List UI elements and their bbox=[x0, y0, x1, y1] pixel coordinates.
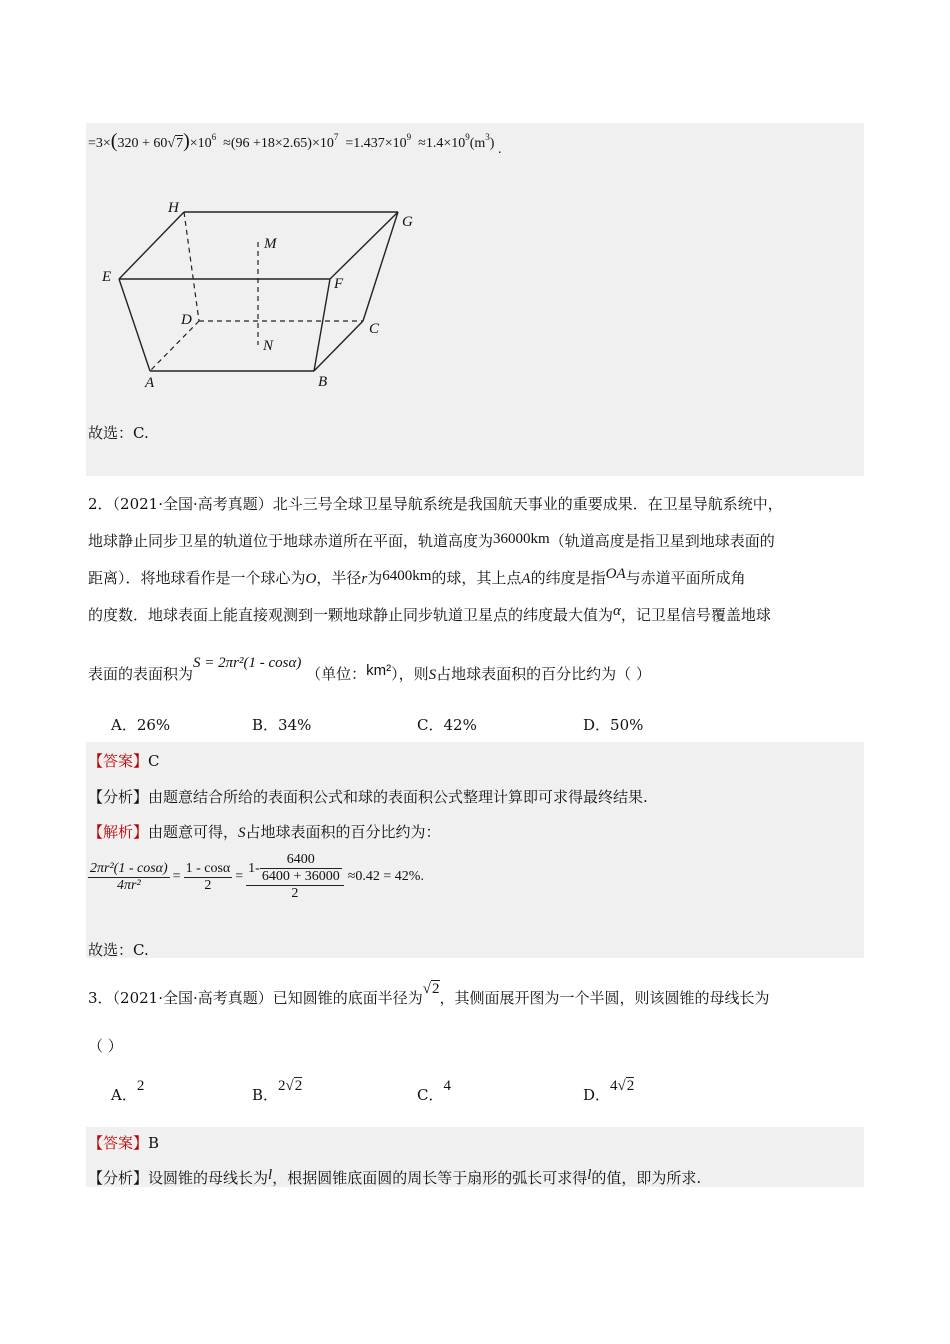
label-N: N bbox=[263, 338, 274, 354]
q2-calculation: $\frac{\text{2πr²(1 - cosα)}}{\text{4πr²}}$ = $\frac{1 - \cos\alpha}{2}$ = 1- $\frac{6400}{6400 + 36000}$ 2 ≈0.42 = 42% . bbox=[90, 852, 424, 901]
label-F: F bbox=[334, 276, 344, 292]
q2-solution: 【解析】由题意可得，S占地球表面积的百分比约为： bbox=[88, 823, 441, 841]
solution-shade-q2 bbox=[86, 742, 864, 958]
label-D: D bbox=[181, 312, 192, 328]
q2-line-3: 距离）．将地球看作是一个球心为O，半径r为6400km的球，其上点A的纬度是指OA与赤道平面所成角 bbox=[88, 566, 746, 587]
q2-line-4: 的度数．地球表面上能直接观测到一颗地球静止同步轨道卫星点的纬度最大值为α，记卫星信号覆盖地球 bbox=[88, 603, 771, 624]
q3-number: 3． bbox=[88, 989, 113, 1007]
edge-HD bbox=[184, 212, 199, 321]
label-G: G bbox=[402, 214, 413, 230]
edge-HE bbox=[119, 212, 184, 279]
q2-line-5: 表面的表面积为S = 2πr²(1 - cosα) （单位：km²），则S占地球表面积的百分比约为（ ） bbox=[88, 655, 651, 683]
q2-line-2: 地球静止同步卫星的轨道位于地球赤道所在平面，轨道高度为36000km（轨道高度是指卫星到地球表面的 bbox=[88, 531, 775, 550]
q2-option-b[interactable]: B．34% bbox=[252, 716, 312, 734]
top-conclusion: 故选：C. bbox=[88, 424, 149, 442]
edge-DA bbox=[150, 321, 199, 371]
q3-option-c[interactable]: C．4 bbox=[417, 1078, 451, 1104]
label-M: M bbox=[264, 236, 277, 252]
q3-option-a[interactable]: A．2 bbox=[111, 1078, 145, 1104]
q2-conclusion: 故选：C. bbox=[88, 941, 149, 959]
q2-option-c[interactable]: C．42% bbox=[417, 716, 477, 734]
q2-option-a[interactable]: A．26% bbox=[111, 716, 171, 734]
q2-line-1: 2．（2021·全国·高考真题）北斗三号全球卫星导航系统是我国航天事业的重要成果．在卫星导航系统中， bbox=[88, 495, 783, 513]
q3-stem: 3．（2021·全国·高考真题）已知圆锥的底面半径为√2，其侧面展开图为一个半圆，则该圆锥的母线长为 bbox=[88, 981, 770, 1007]
q2-analysis: 【分析】由题意结合所给的表面积公式和球的表面积公式整理计算即可求得最终结果. bbox=[88, 788, 648, 806]
volume-formula: $=3\times(320 + 60√7)\times 10^6 \approx(96 +18\times 2.65)\times 10^7 =1.437\times 10^9 \approx 1.4\times 10^9(m^3)$ . bbox=[88, 130, 502, 157]
q3-option-d[interactable]: D．4√2 bbox=[583, 1078, 635, 1104]
label-E: E bbox=[102, 269, 112, 285]
label-C: C bbox=[369, 321, 380, 337]
q2-option-d[interactable]: D．50% bbox=[583, 716, 644, 734]
q3-answer: 【答案】B bbox=[88, 1134, 160, 1152]
edge-EA bbox=[119, 279, 150, 371]
prism-figure bbox=[86, 190, 436, 400]
q3-analysis: 【分析】设圆锥的母线长为l，根据圆锥底面圆的周长等于扇形的弧长可求得l的值，即为所求. bbox=[88, 1167, 702, 1187]
label-A: A bbox=[145, 375, 155, 391]
label-H: H bbox=[168, 200, 179, 216]
q2-answer: 【答案】C bbox=[88, 752, 160, 770]
label-B: B bbox=[318, 374, 328, 390]
q3-option-b[interactable]: B．2√2 bbox=[252, 1078, 303, 1104]
q3-paren: （ ） bbox=[88, 1037, 123, 1055]
q2-number: 2． bbox=[88, 495, 113, 513]
